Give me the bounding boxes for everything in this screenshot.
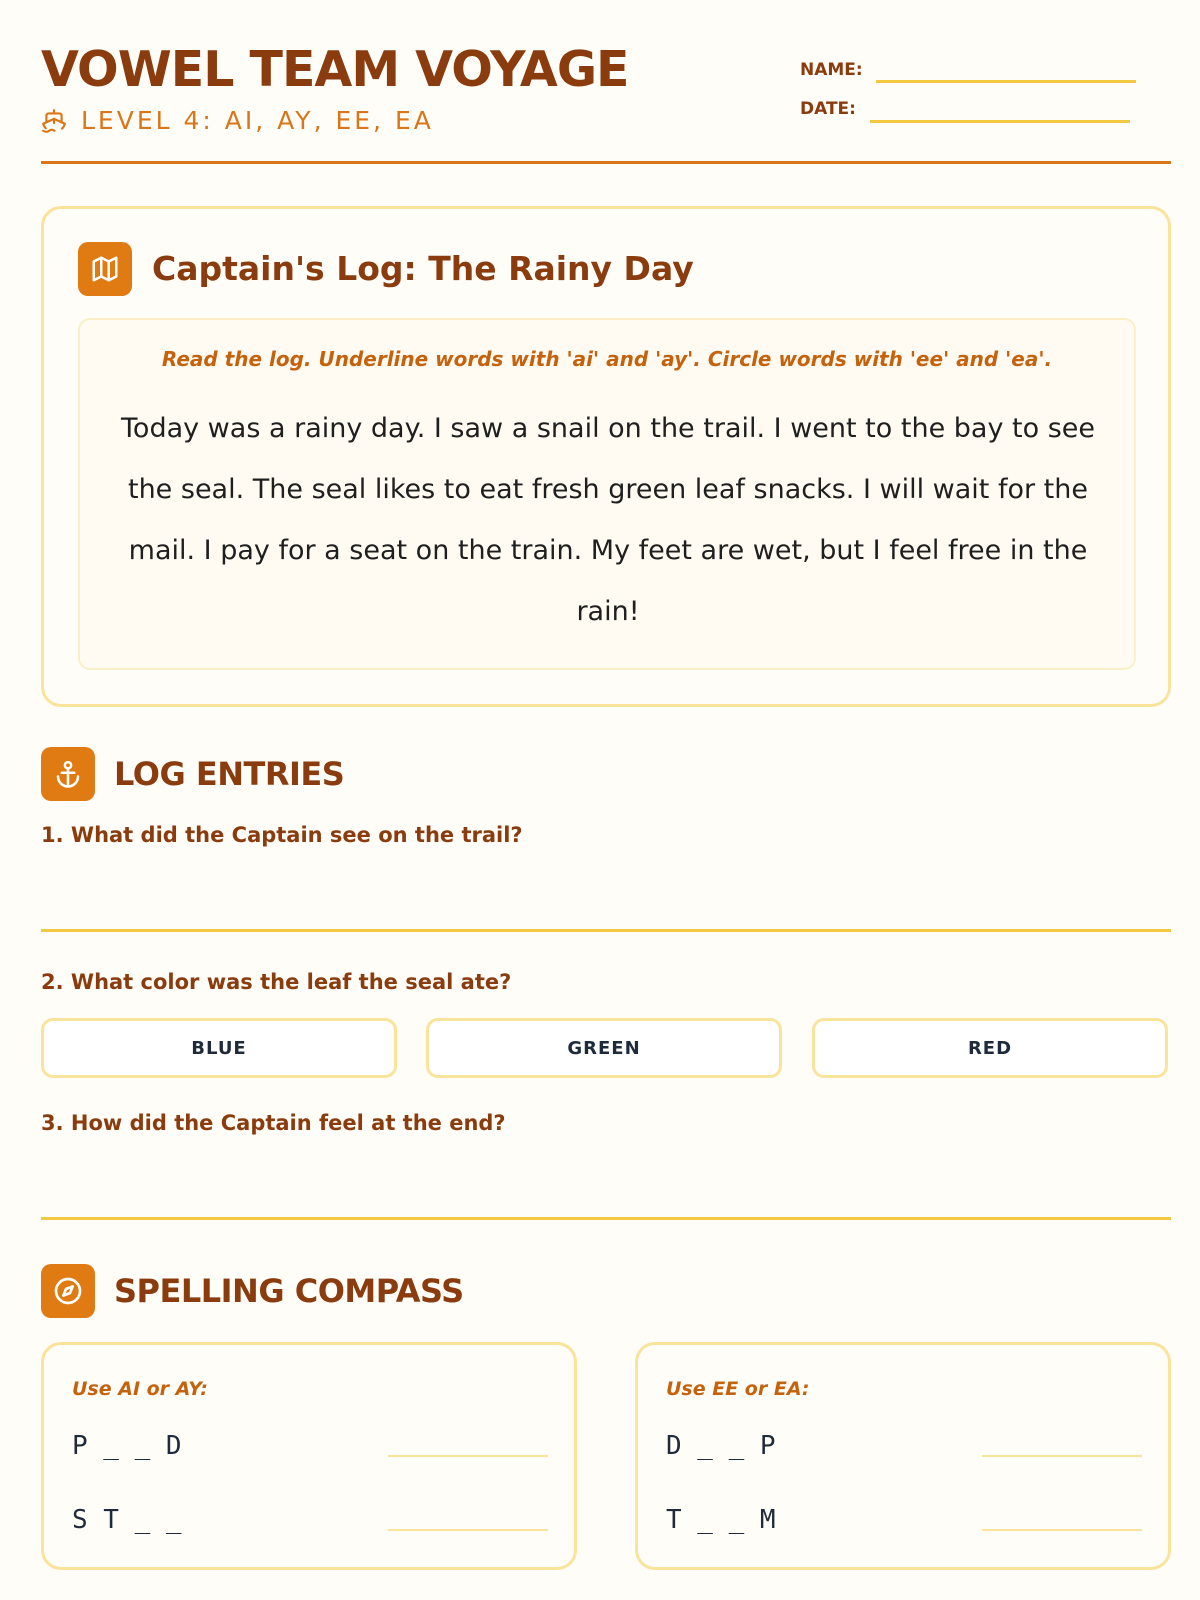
question-3: 3. How did the Captain feel at the end? bbox=[41, 1111, 506, 1135]
spelling-hint: Use AI or AY: bbox=[72, 1378, 208, 1400]
anchor-icon bbox=[41, 747, 95, 801]
reading-card bbox=[41, 206, 1171, 707]
compass-icon bbox=[41, 1264, 95, 1318]
name-label: NAME: bbox=[800, 60, 863, 80]
map-icon bbox=[78, 242, 132, 296]
answer-line-3[interactable] bbox=[41, 1217, 1171, 1220]
spelling-hint: Use EE or EA: bbox=[666, 1378, 810, 1400]
choice-green[interactable]: GREEN bbox=[426, 1018, 782, 1078]
choice-red[interactable]: RED bbox=[812, 1018, 1168, 1078]
reading-title: Captain's Log: The Rainy Day bbox=[152, 249, 694, 288]
ship-icon bbox=[41, 108, 67, 134]
spelling-word: D _ _ P bbox=[666, 1431, 776, 1461]
spelling-answer-line[interactable] bbox=[982, 1455, 1142, 1457]
spelling-answer-line[interactable] bbox=[982, 1529, 1142, 1531]
reading-instruction: Read the log. Underline words with 'ai' and 'ay'. Circle words with 'ee' and 'ea'. bbox=[161, 347, 1053, 371]
level-subtitle bbox=[41, 104, 434, 138]
choice-blue[interactable]: BLUE bbox=[41, 1018, 397, 1078]
spelling-word: P _ _ D bbox=[72, 1431, 182, 1461]
spelling-word: T _ _ M bbox=[666, 1505, 776, 1535]
spelling-card-ee-ea bbox=[635, 1342, 1171, 1570]
passage-box bbox=[78, 318, 1136, 670]
spelling-answer-line[interactable] bbox=[388, 1455, 548, 1457]
question-1: 1. What did the Captain see on the trail? bbox=[41, 823, 523, 847]
date-label: DATE: bbox=[800, 99, 856, 119]
spelling-card-ai-ay bbox=[41, 1342, 577, 1570]
name-field[interactable] bbox=[876, 80, 1136, 83]
spelling-answer-line[interactable] bbox=[388, 1529, 548, 1531]
reading-passage: Today was a rainy day. I saw a snail on the trail. I went to the bay to see the seal. The seal likes to eat fresh green leaf snacks. I will wait for the mail. I pay for a seat on the train. My feet are wet, but I feel free in the rain! bbox=[121, 413, 1095, 627]
date-field[interactable] bbox=[870, 120, 1130, 123]
question-2: 2. What color was the leaf the seal ate? bbox=[41, 970, 512, 994]
spelling-word: S T _ _ bbox=[72, 1505, 182, 1535]
worksheet-page bbox=[41, 0, 1171, 1600]
worksheet-title: VOWEL TEAM VOYAGE bbox=[41, 41, 629, 98]
answer-line-1[interactable] bbox=[41, 929, 1171, 932]
worksheet-header bbox=[41, 40, 1171, 164]
log-entries-title: LOG ENTRIES bbox=[114, 755, 345, 793]
level-subtitle-text: LEVEL 4: AI, AY, EE, EA bbox=[81, 106, 434, 135]
spelling-compass-title: SPELLING COMPASS bbox=[114, 1272, 464, 1310]
